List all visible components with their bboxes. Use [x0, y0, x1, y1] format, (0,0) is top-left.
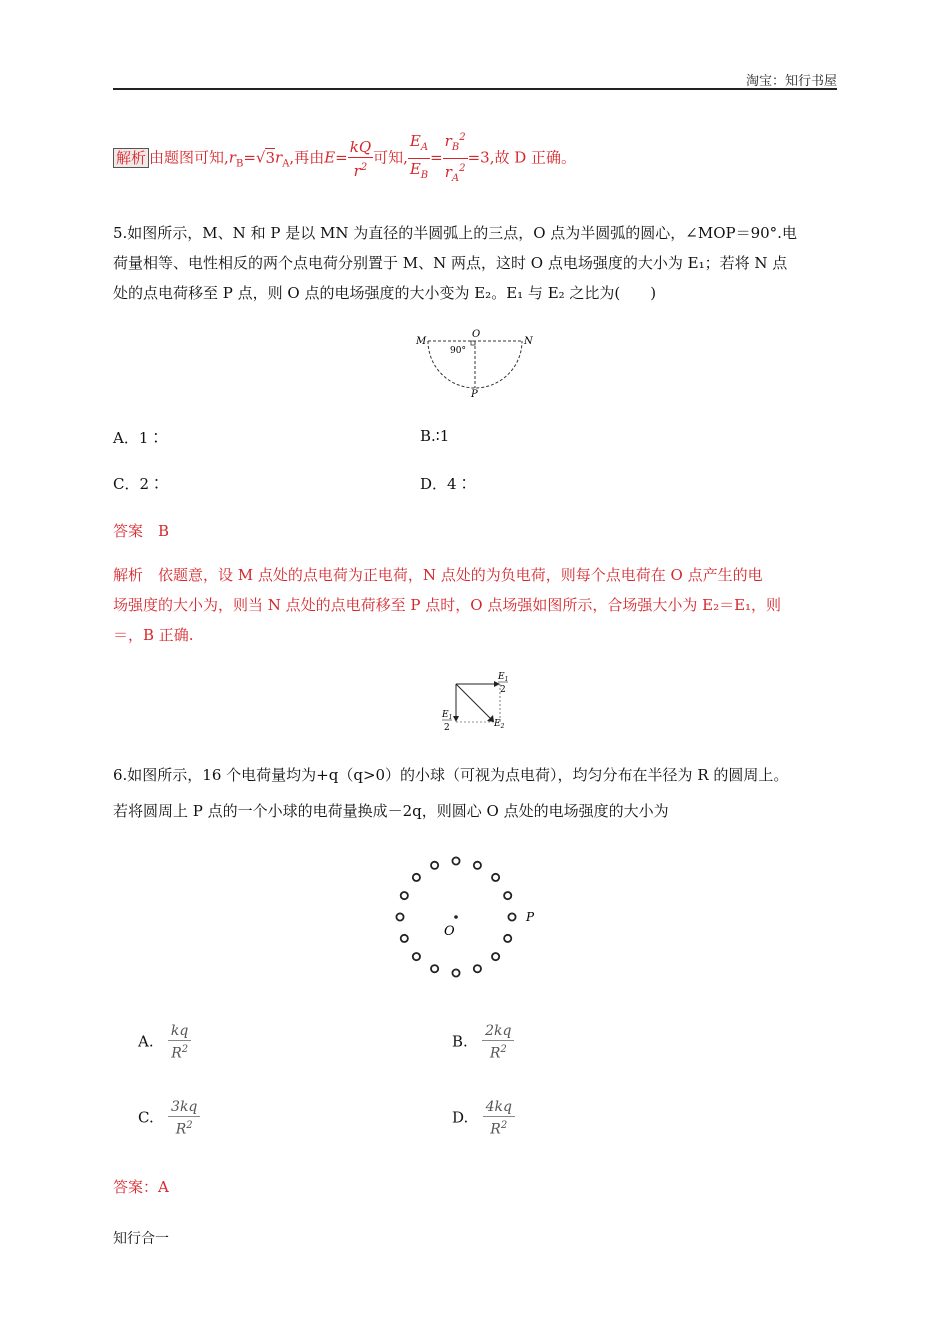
- svg-text:2: 2: [500, 685, 506, 695]
- label-e1-over-2: $E_1$: [498, 672, 509, 683]
- charge-ball: [396, 913, 403, 920]
- label-e1-over-2-vertical: $E_1$: [442, 710, 453, 721]
- q6-option-c: C. $\frac{3kq}{R^2}$: [138, 1098, 438, 1139]
- ea-over-eb: $\frac{E_A}{E_B}$: [409, 132, 429, 181]
- q6-stem: 6.如图所示，16 个电荷量均为+q（q>0）的小球（可视为点电荷），均匀分布在半径为 R 的圆周上。 若将圆周上 P 点的一个小球的电荷量换成－2q，则圆心 O 点处的电场强度的大小为: [113, 766, 789, 820]
- right-angle-mark: [471, 341, 475, 345]
- charge-ball: [401, 935, 408, 942]
- q5-option-a: A．1∶: [113, 429, 164, 447]
- q5-answer: 答案 B: [113, 522, 170, 540]
- q5-option-b: B.∶1: [420, 427, 450, 445]
- rb2-over-ra2: $\frac{r_B^2}{r_A^2}$: [443, 128, 468, 189]
- charge-ball: [431, 965, 438, 972]
- label-p: P: [471, 389, 478, 400]
- fraction-c: $\frac{3kq}{R^2}$: [168, 1098, 200, 1139]
- charge-ball: [508, 913, 515, 920]
- svg-text:2: 2: [444, 723, 450, 733]
- kq-over-r2: $\frac{kQ}{r^2}$: [349, 137, 372, 180]
- q5-analysis: 解析 依题意，设 M 点处的点电荷为正电荷，N 点处的为负电荷，则每个点电荷在 O 点产生的电 场强度的大小为，则当 N 点处的点电荷移至 P 点时，O 点场强如图所示，合场强大小为 E₂＝E₁，则 ＝，B 正确.: [113, 566, 782, 644]
- q6-option-b: B. $\frac{2kq}{R^2}$: [452, 1022, 752, 1063]
- label-angle: 90°: [450, 346, 466, 356]
- footer-text: 知行合一: [113, 1231, 169, 1247]
- charge-ball: [492, 953, 499, 960]
- charge-ball: [492, 874, 499, 881]
- vector-diagram: [436, 668, 526, 738]
- charge-ball: [413, 874, 420, 881]
- sqrt-symbol: √: [255, 148, 266, 167]
- q6-answer: 答案：A: [113, 1178, 169, 1196]
- charge-ball: [452, 857, 459, 864]
- analysis-tag: 解析: [113, 148, 149, 168]
- charge-ball: [401, 892, 408, 899]
- q6-option-a: A. $\frac{kq}{R^2}$: [138, 1022, 438, 1063]
- label-n: N: [524, 336, 533, 347]
- fraction-a: $\frac{kq}{R^2}$: [168, 1022, 191, 1063]
- vector-e2-resultant: [456, 684, 490, 718]
- charge-ball: [413, 953, 420, 960]
- charge-ring-figure: [380, 845, 550, 990]
- center-point: [454, 915, 458, 919]
- charge-ball: [452, 969, 459, 976]
- q5-option-c: C．2∶: [113, 475, 165, 493]
- fraction-b: $\frac{2kq}{R^2}$: [482, 1022, 514, 1063]
- charge-ball: [474, 862, 481, 869]
- charge-ball: [431, 862, 438, 869]
- label-o: O: [472, 329, 481, 340]
- charge-ball: [504, 892, 511, 899]
- semicircle-figure: [410, 325, 540, 400]
- q5-stem: 5.如图所示，M、N 和 P 是以 MN 为直径的半圆弧上的三点，O 点为半圆弧的圆心，∠MOP＝90°.电 荷量相等、电性相反的两个点电荷分别置于 M、N 两点，这时 O 点电场强度的大小为 E₁；若将 N 点 处的点电荷移至 P 点，则 O 点的电场强度的大小变为 E₂。E₁ 与 E₂ 之比为( ): [113, 224, 797, 302]
- q6-option-d: D. $\frac{4kq}{R^2}$: [452, 1098, 752, 1139]
- q5-option-d: D．4∶: [420, 475, 472, 493]
- label-e2: $E_2$: [494, 719, 505, 730]
- label-m: M: [416, 336, 427, 347]
- fraction-d: $\frac{4kq}{R^2}$: [483, 1098, 515, 1139]
- charge-ball: [504, 935, 511, 942]
- charge-ball: [474, 965, 481, 972]
- header-text: 淘宝：知行书屋: [745, 74, 837, 89]
- q4-analysis: 解析 由题图可知$,r_B=√3r_A$,再由E= $\frac{kQ}{r^2}$ 可知, $\frac{E_A}{E_B}$ = $\frac{r_B^2}{r_A^2}$ =3,故 D 正确。: [113, 128, 837, 188]
- label-o: O: [444, 924, 455, 939]
- header-rule: [113, 88, 837, 90]
- label-p: P: [526, 910, 535, 924]
